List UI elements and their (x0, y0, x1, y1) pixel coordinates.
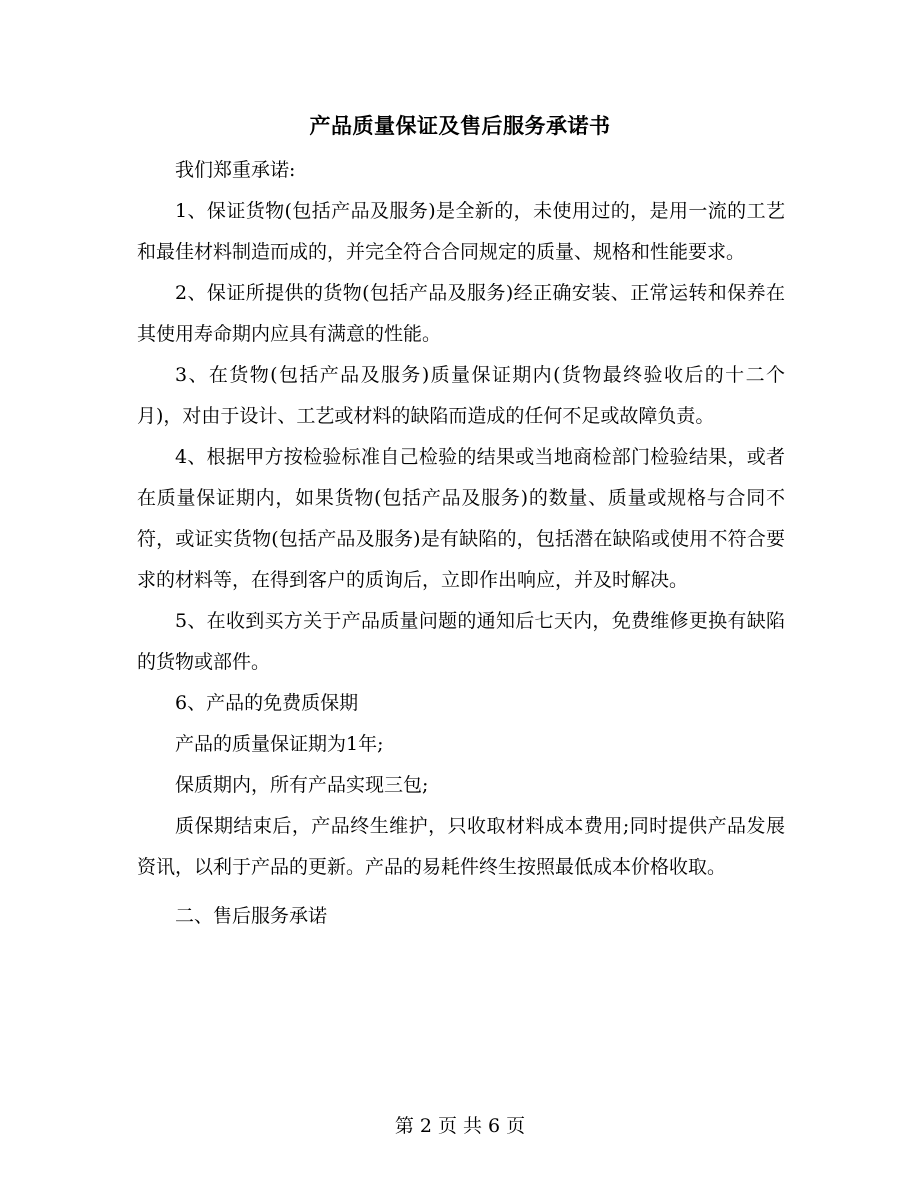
paragraph-item-2: 2、保证所提供的货物(包括产品及服务)经正确安装、正常运转和保养在其使用寿命期内应具有满意的性能。 (137, 282, 785, 345)
paragraph-warranty-period: 产品的质量保证期为1年; (175, 733, 384, 755)
page-number-footer: 第 2 页 共 6 页 (394, 1115, 526, 1137)
paragraph-item-1: 1、保证货物(包括产品及服务)是全新的，未使用过的，是用一流的工艺和最佳材料制造而成的，并完全符合合同规定的质量、规格和性能要求。 (137, 200, 785, 263)
paragraph-item-5: 5、在收到买方关于产品质量问题的通知后七天内，免费维修更换有缺陷的货物或部件。 (137, 610, 785, 673)
paragraph-item-6: 6、产品的免费质保期 (175, 692, 359, 714)
document-body (137, 150, 785, 937)
paragraph-opening: 我们郑重承诺: (175, 159, 296, 181)
paragraph-item-3: 3、在货物(包括产品及服务)质量保证期内(货物最终验收后的十二个月)，对由于设计、工艺或材料的缺陷而造成的任何不足或故障负责。 (137, 364, 785, 427)
paragraph-three-guarantees: 保质期内，所有产品实现三包; (175, 774, 429, 796)
paragraph-item-4: 4、根据甲方按检验标准自己检验的结果或当地商检部门检验结果，或者在质量保证期内，如果货物(包括产品及服务)的数量、质量或规格与合同不符，或证实货物(包括产品及服务)是有缺陷的，包括潜在缺陷或使用不符合要求的材料等，在得到客户的质询后，立即作出响应，并及时解决。 (137, 446, 785, 591)
paragraph-after-warranty: 质保期结束后，产品终生维护，只收取材料成本费用;同时提供产品发展资讯，以利于产品的更新。产品的易耗件终生按照最低成本价格收取。 (137, 815, 785, 878)
section-heading-after-sales: 二、售后服务承诺 (175, 905, 328, 927)
document-title: 产品质量保证及售后服务承诺书 (309, 113, 611, 138)
